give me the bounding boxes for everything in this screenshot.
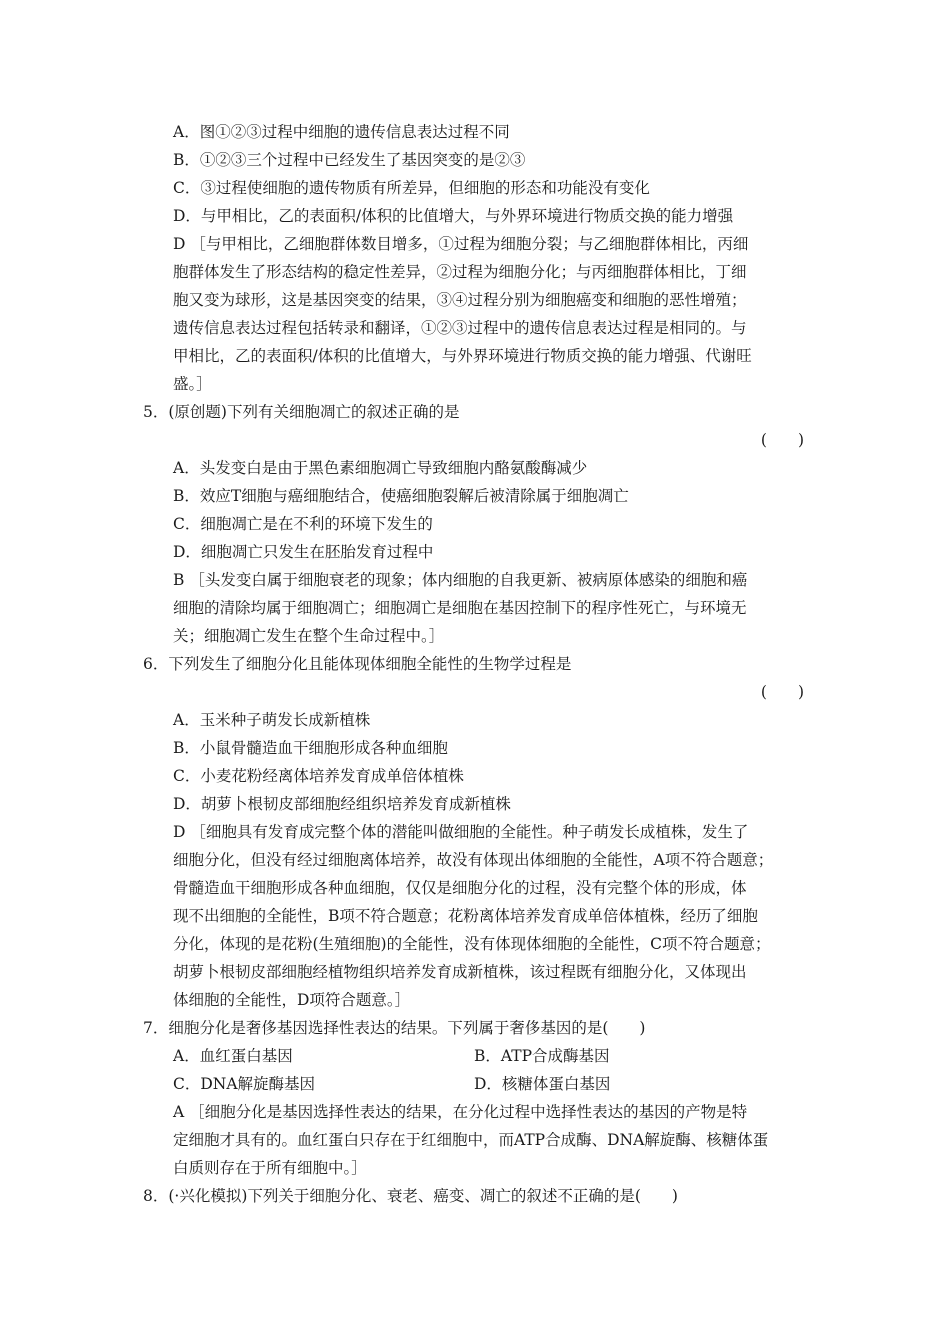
q6-answer-line: D ［细胞具有发育成完整个体的潜能叫做细胞的全能性。种子萌发长成植株，发生了 [173, 823, 749, 841]
q5-option-d: D．细胞凋亡只发生在胚胎发育过程中 [173, 543, 434, 561]
q7-option-d: D．核糖体蛋白基因 [474, 1075, 611, 1093]
q7-option-b: B．ATP合成酶基因 [474, 1047, 610, 1065]
q4-option-c: C．③过程使细胞的遗传物质有所差异，但细胞的形态和功能没有变化 [173, 179, 650, 197]
q4-option-a: A．图①②③过程中细胞的遗传信息表达过程不同 [173, 123, 510, 141]
q6-answer-line: 骨髓造血干细胞形成各种血细胞，仅仅是细胞分化的过程，没有完整个体的形成，体 [173, 879, 747, 897]
q6-answer-paren: ( ) [760, 683, 804, 701]
q5-answer-line: 关；细胞凋亡发生在整个生命过程中。］ [173, 627, 445, 645]
q5-option-c: C．细胞凋亡是在不利的环境下发生的 [173, 515, 433, 533]
q6-option-c: C．小麦花粉经离体培养发育成单倍体植株 [173, 767, 464, 785]
q7-stem: 7．细胞分化是奢侈基因选择性表达的结果。下列属于奢侈基因的是( ) [143, 1019, 646, 1037]
q4-option-b: B．①②③三个过程中已经发生了基因突变的是②③ [173, 151, 526, 169]
q4-answer-line: 遗传信息表达过程包括转录和翻译，①②③过程中的遗传信息表达过程是相同的。与 [173, 319, 747, 337]
q6-option-d: D．胡萝卜根韧皮部细胞经组织培养发育成新植株 [173, 795, 511, 813]
q7-answer-line: 定细胞才具有的。血红蛋白只存在于红细胞中，而ATP合成酶、DNA解旋酶、核糖体蛋 [173, 1131, 769, 1149]
q6-option-b: B．小鼠骨髓造血干细胞形成各种血细胞 [173, 739, 448, 757]
q6-option-a: A．玉米种子萌发长成新植株 [173, 711, 371, 729]
q6-answer-line: 体细胞的全能性，D项符合题意。］ [173, 991, 411, 1009]
q5-answer-paren: ( ) [760, 431, 804, 449]
q4-answer-line: 胞又变为球形，这是基因突变的结果，③④过程分别为细胞癌变和细胞的恶性增殖； [173, 291, 747, 309]
q6-answer-line: 细胞分化，但没有经过细胞离体培养，故没有体现出体细胞的全能性，A项不符合题意； [173, 851, 774, 869]
q4-answer-line: D ［与甲相比，乙细胞群体数目增多，①过程为细胞分裂；与乙细胞群体相比，丙细 [173, 235, 749, 253]
q5-option-a: A．头发变白是由于黑色素细胞凋亡导致细胞内酪氨酸酶减少 [173, 459, 588, 477]
q7-answer-line: A ［细胞分化是基因选择性表达的结果，在分化过程中选择性表达的基因的产物是特 [173, 1103, 748, 1121]
q7-option-a: A．血红蛋白基因 [173, 1047, 293, 1065]
q8-stem: 8．(·兴化模拟)下列关于细胞分化、衰老、癌变、凋亡的叙述不正确的是( ) [143, 1187, 678, 1205]
q6-answer-line: 胡萝卜根韧皮部细胞经植物组织培养发育成新植株，该过程既有细胞分化，又体现出 [173, 963, 747, 981]
q5-stem: 5．(原创题)下列有关细胞凋亡的叙述正确的是 [143, 403, 460, 421]
q6-answer-line: 分化，体现的是花粉(生殖细胞)的全能性，没有体现体细胞的全能性，C项不符合题意； [173, 935, 771, 953]
q5-answer-line: 细胞的清除均属于细胞凋亡；细胞凋亡是细胞在基因控制下的程序性死亡，与环境无 [173, 599, 747, 617]
q5-answer-line: B ［头发变白属于细胞衰老的现象；体内细胞的自我更新、被病原体感染的细胞和癌 [173, 571, 748, 589]
q7-option-c: C．DNA解旋酶基因 [173, 1075, 316, 1093]
q7-answer-line: 白质则存在于所有细胞中。］ [173, 1159, 367, 1177]
q4-answer-line: 盛。］ [173, 375, 212, 393]
q4-answer-line: 甲相比，乙的表面积/体积的比值增大，与外界环境进行物质交换的能力增强、代谢旺 [173, 347, 752, 365]
q5-option-b: B．效应T细胞与癌细胞结合，使癌细胞裂解后被清除属于细胞凋亡 [173, 487, 629, 505]
q4-option-d: D．与甲相比，乙的表面积/体积的比值增大，与外界环境进行物质交换的能力增强 [173, 207, 734, 225]
q6-answer-line: 现不出细胞的全能性，B项不符合题意；花粉离体培养发育成单倍体植株，经历了细胞 [173, 907, 758, 925]
q6-stem: 6．下列发生了细胞分化且能体现体细胞全能性的生物学过程是 [143, 655, 572, 673]
q4-answer-line: 胞群体发生了形态结构的稳定性差异，②过程为细胞分化；与丙细胞群体相比，丁细 [173, 263, 747, 281]
